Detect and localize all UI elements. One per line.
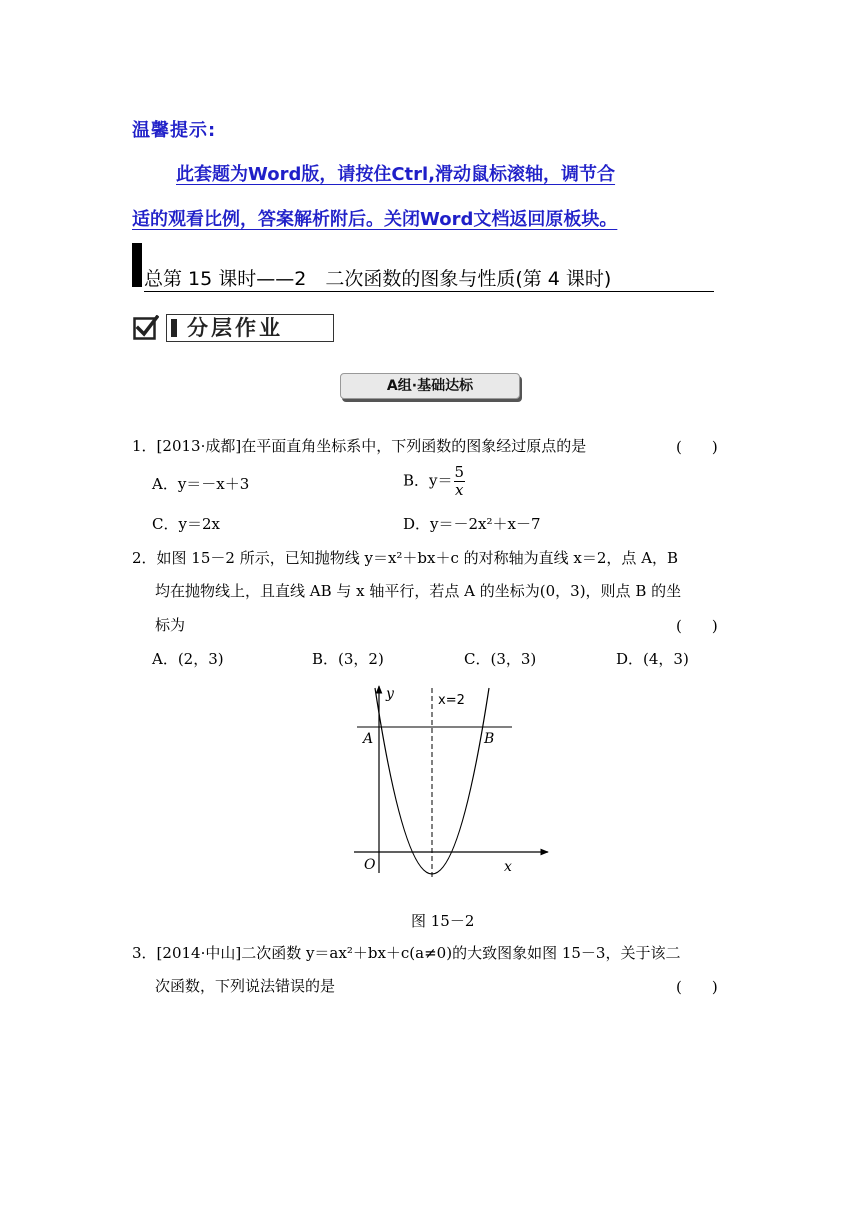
- point-a-label: A: [363, 731, 374, 747]
- homework-header-bar: [171, 319, 177, 337]
- q1-option-b-numerator: 5: [454, 463, 465, 481]
- symmetry-axis-label: x=2: [438, 693, 465, 708]
- x-axis-label: x: [504, 859, 512, 875]
- q3-stem-line-1: 3．[2014·中山]二次函数 y＝ax²＋bx＋c(a≠0)的大致图象如图 15－3，关于该二: [132, 944, 681, 962]
- q1-option-b-fraction: [454, 464, 466, 499]
- group-badge: A组·基础达标: [340, 373, 520, 399]
- origin-label: O: [364, 857, 376, 873]
- q2-stem-line-3: 标为: [155, 616, 186, 634]
- lesson-marker-bar: [132, 243, 142, 287]
- lesson-underline: [144, 291, 714, 292]
- q2-option-c: C．(3，3): [464, 650, 537, 668]
- homework-label: 分层作业: [187, 316, 283, 340]
- q1-option-c: C．y＝2x: [152, 515, 220, 533]
- q1-option-b-denominator: x: [455, 481, 464, 499]
- q3-answer-paren: ( ): [676, 978, 718, 996]
- y-axis-label: y: [386, 686, 394, 702]
- q1-option-d: D．y＝－2x²＋x－7: [403, 515, 541, 533]
- q1-stem: 1．[2013·成都]在平面直角坐标系中，下列函数的图象经过原点的是: [132, 437, 587, 455]
- q2-stem-line-1: 2．如图 15－2 所示，已知抛物线 y＝x²＋bx＋c 的对称轴为直线 x＝2，点 A，B: [132, 549, 679, 567]
- q2-stem-line-2: 均在抛物线上，且直线 AB 与 x 轴平行，若点 A 的坐标为(0，3)，则点 B 的坐: [155, 582, 682, 600]
- q2-answer-paren: ( ): [676, 617, 718, 635]
- checkbox-icon: [133, 315, 159, 341]
- q2-option-d: D．(4，3): [616, 650, 689, 668]
- q1-answer-paren: ( ): [676, 438, 718, 456]
- q1-option-b: [403, 464, 465, 499]
- q2-option-b: B．(3，2): [312, 650, 384, 668]
- point-b-label: B: [484, 731, 495, 747]
- homework-header: [166, 314, 334, 342]
- figure-caption: 图 15－2: [411, 912, 475, 930]
- q2-option-a: A．(2，3): [152, 650, 224, 668]
- parabola-figure: [350, 680, 560, 885]
- q1-option-a: A．y＝－x＋3: [152, 475, 250, 493]
- lesson-title: 总第 15 课时——2 二次函数的图象与性质(第 4 课时): [144, 268, 612, 290]
- tip-title: 温馨提示:: [132, 120, 217, 141]
- tip-line-2: 适的观看比例，答案解析附后。关闭Word文档返回原板块。: [132, 209, 618, 230]
- q3-stem-line-2: 次函数，下列说法错误的是: [155, 977, 336, 995]
- q1-option-b-prefix: B．y＝: [403, 471, 453, 490]
- tip-line-1: 此套题为Word版，请按住Ctrl,滑动鼠标滚轴，调节合: [176, 164, 616, 185]
